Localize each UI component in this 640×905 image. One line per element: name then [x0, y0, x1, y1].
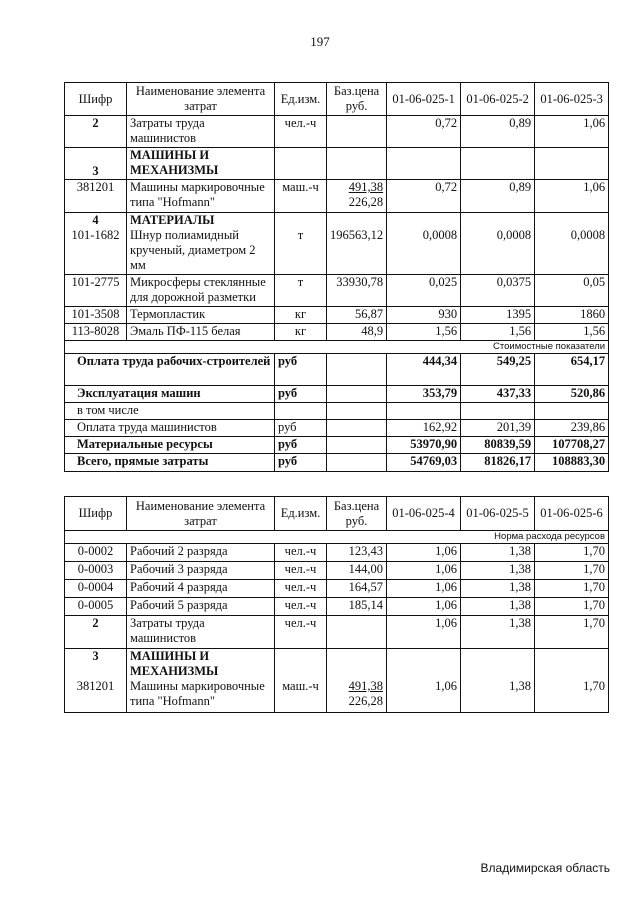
price-cell: 196563,12	[327, 213, 387, 275]
value-cell: 1,70	[535, 544, 609, 562]
value-cell: 1,06	[387, 544, 461, 562]
price-cell	[327, 116, 387, 148]
table-header-row	[65, 497, 609, 531]
unit-cell: т	[275, 213, 327, 275]
cost-name: Всего, прямые затраты	[65, 454, 275, 472]
price-cell	[327, 420, 387, 437]
code-cell: 0-0002	[65, 544, 127, 562]
value-cell: 0,89	[461, 116, 535, 148]
value-cell: 53970,90	[387, 437, 461, 454]
header-cell: Наименование элемента затрат	[127, 83, 275, 116]
code-cell: 101-3508	[65, 307, 127, 324]
value-cell	[387, 148, 461, 180]
value-cell: 0,05	[535, 275, 609, 307]
base-price: 491,38	[348, 679, 383, 693]
name-cell: Рабочий 2 разряда	[127, 544, 275, 562]
cost-row	[65, 403, 609, 420]
unit-cell: кг	[275, 307, 327, 324]
header-cell: 01-06-025-4	[387, 497, 461, 531]
price-cell: 123,43	[327, 544, 387, 562]
value-cell: 80839,59	[461, 437, 535, 454]
value-cell: 1,38	[461, 649, 535, 713]
unit-cell: чел.-ч	[275, 544, 327, 562]
value-cell	[461, 148, 535, 180]
name-cell: Эмаль ПФ-115 белая	[127, 324, 275, 341]
unit-cell	[275, 403, 327, 420]
cost-name: в том числе	[65, 403, 275, 420]
value-cell: 1,56	[535, 324, 609, 341]
value-cell: 1,70	[535, 580, 609, 598]
header-cell: Ед.изм.	[275, 83, 327, 116]
header-cell: 01-06-025-2	[461, 83, 535, 116]
price-cell: 56,87	[327, 307, 387, 324]
code-cell: 3 381201	[65, 649, 127, 713]
price-cell	[327, 454, 387, 472]
value-cell: 549,25	[461, 354, 535, 386]
header-cell: Баз.цена руб.	[327, 497, 387, 531]
name-cell: Рабочий 4 разряда	[127, 580, 275, 598]
value-cell: 0,0008	[461, 213, 535, 275]
value-cell: 1,38	[461, 580, 535, 598]
code-cell: 101-2775	[65, 275, 127, 307]
code-cell: 2	[65, 616, 127, 649]
name-cell: Термопластик	[127, 307, 275, 324]
price-cell	[327, 616, 387, 649]
cost-name: Оплата труда машинистов	[65, 420, 275, 437]
table-row	[65, 616, 609, 649]
name-cell: МАШИНЫ И МЕХАНИЗМЫ Машины маркировочные типа "Hofmann"	[127, 649, 275, 713]
code-cell: 0-0004	[65, 580, 127, 598]
value-cell	[535, 148, 609, 180]
value-cell: 0,0008	[387, 213, 461, 275]
table-row	[65, 180, 609, 213]
table-header-row	[65, 83, 609, 116]
table-row	[65, 598, 609, 616]
price-cell	[327, 354, 387, 386]
cost-row	[65, 437, 609, 454]
unit-cell: чел.-ч	[275, 580, 327, 598]
value-cell: 930	[387, 307, 461, 324]
code-cell: 3	[65, 148, 127, 180]
value-cell: 0,72	[387, 180, 461, 213]
value-cell: 0,89	[461, 180, 535, 213]
value-cell: 162,92	[387, 420, 461, 437]
value-cell: 239,86	[535, 420, 609, 437]
value-cell: 1,70	[535, 562, 609, 580]
value-cell: 1,06	[387, 616, 461, 649]
code-cell: 381201	[65, 180, 127, 213]
cost-name: Эксплуатация машин	[65, 386, 275, 403]
value-cell: 1,06	[535, 180, 609, 213]
price-cell: 48,9	[327, 324, 387, 341]
price-cell: 33930,78	[327, 275, 387, 307]
name-cell: Рабочий 3 разряда	[127, 562, 275, 580]
code-cell: 0-0003	[65, 562, 127, 580]
value-cell	[387, 403, 461, 420]
value-cell: 520,86	[535, 386, 609, 403]
value-cell	[461, 403, 535, 420]
header-cell: Шифр	[65, 83, 127, 116]
unit-cell: чел.-ч	[275, 598, 327, 616]
cost-row	[65, 454, 609, 472]
table-row	[65, 580, 609, 598]
table-row	[65, 562, 609, 580]
value-cell: 1,56	[461, 324, 535, 341]
table-row	[65, 307, 609, 324]
value-cell: 1,06	[387, 598, 461, 616]
price-cell: 144,00	[327, 562, 387, 580]
unit-cell: руб	[275, 437, 327, 454]
header-cell: 01-06-025-6	[535, 497, 609, 531]
code-cell: 113-8028	[65, 324, 127, 341]
price-cell	[327, 437, 387, 454]
value-cell: 1,06	[387, 580, 461, 598]
value-cell: 1,38	[461, 562, 535, 580]
price-cell	[327, 649, 387, 713]
price-cell	[327, 180, 387, 213]
unit-cell: руб	[275, 354, 327, 386]
price-cell	[327, 403, 387, 420]
header-cell: 01-06-025-1	[387, 83, 461, 116]
table-row	[65, 116, 609, 148]
cost-name: Материальные ресурсы	[65, 437, 275, 454]
header-cell: Шифр	[65, 497, 127, 531]
price-cell: 164,57	[327, 580, 387, 598]
name-cell: Затраты труда машинистов	[127, 116, 275, 148]
unit-cell: чел.-ч	[275, 116, 327, 148]
region-footer: Владимирская область	[480, 861, 610, 875]
machinist-price: 226,28	[348, 195, 384, 209]
unit-cell: кг	[275, 324, 327, 341]
code-cell: 0-0005	[65, 598, 127, 616]
section-note-row	[65, 531, 609, 544]
code-cell: 4 101-1682	[65, 213, 127, 275]
value-cell: 1395	[461, 307, 535, 324]
value-cell: 54769,03	[387, 454, 461, 472]
name-cell: Микросферы стеклянные для дорожной разметки	[127, 275, 275, 307]
name-cell: Машины маркировочные типа "Hofmann"	[127, 180, 275, 213]
unit-cell: чел.-ч	[275, 616, 327, 649]
section-title: МАШИНЫ И МЕХАНИЗМЫ	[127, 148, 275, 180]
value-cell: 1,70	[535, 649, 609, 713]
value-cell: 1,38	[461, 544, 535, 562]
header-cell: 01-06-025-5	[461, 497, 535, 531]
unit-cell	[275, 148, 327, 180]
section-note-row	[65, 341, 609, 354]
table-row	[65, 213, 609, 275]
value-cell: 1860	[535, 307, 609, 324]
header-cell: Ед.изм.	[275, 497, 327, 531]
header-cell: Наименование элемента затрат	[127, 497, 275, 531]
unit-cell: маш.-ч	[275, 180, 327, 213]
unit-cell: т	[275, 275, 327, 307]
cost-row	[65, 386, 609, 403]
value-cell: 108883,30	[535, 454, 609, 472]
base-price: 491,38	[348, 180, 384, 194]
table-row	[65, 275, 609, 307]
resource-table-2	[64, 496, 609, 713]
value-cell: 1,70	[535, 598, 609, 616]
code-cell: 2	[65, 116, 127, 148]
unit-cell: руб	[275, 386, 327, 403]
header-cell: 01-06-025-3	[535, 83, 609, 116]
value-cell: 353,79	[387, 386, 461, 403]
cost-row	[65, 354, 609, 386]
value-cell: 444,34	[387, 354, 461, 386]
header-cell: Баз.цена руб.	[327, 83, 387, 116]
machinist-price: 226,28	[348, 694, 383, 708]
name-cell: МАТЕРИАЛЫ Шнур полиамидный крученый, диаметром 2 мм	[127, 213, 275, 275]
value-cell: 1,70	[535, 616, 609, 649]
section-note: Стоимостные показатели	[65, 341, 609, 354]
value-cell: 81826,17	[461, 454, 535, 472]
price-cell	[327, 148, 387, 180]
section-note: Норма расхода ресурсов	[65, 531, 609, 544]
page-number: 197	[310, 34, 330, 49]
value-cell: 1,06	[387, 649, 461, 713]
value-cell: 1,38	[461, 616, 535, 649]
value-cell: 0,025	[387, 275, 461, 307]
cost-name: Оплата труда рабочих-строителей	[65, 354, 275, 386]
cost-row	[65, 420, 609, 437]
value-cell: 0,72	[387, 116, 461, 148]
table-row	[65, 324, 609, 341]
name-cell: Рабочий 5 разряда	[127, 598, 275, 616]
unit-cell: руб	[275, 420, 327, 437]
value-cell: 0,0375	[461, 275, 535, 307]
table-row	[65, 148, 609, 180]
value-cell: 107708,27	[535, 437, 609, 454]
name-cell: Затраты труда машинистов	[127, 616, 275, 649]
value-cell	[535, 403, 609, 420]
resource-table-1	[64, 82, 609, 472]
unit-cell: руб	[275, 454, 327, 472]
value-cell: 1,38	[461, 598, 535, 616]
value-cell: 1,56	[387, 324, 461, 341]
price-cell: 185,14	[327, 598, 387, 616]
table-row	[65, 649, 609, 713]
table-row	[65, 544, 609, 562]
value-cell: 1,06	[387, 562, 461, 580]
value-cell: 0,0008	[535, 213, 609, 275]
unit-cell: маш.-ч	[275, 649, 327, 713]
value-cell: 1,06	[535, 116, 609, 148]
unit-cell: чел.-ч	[275, 562, 327, 580]
price-cell	[327, 386, 387, 403]
value-cell: 654,17	[535, 354, 609, 386]
value-cell: 437,33	[461, 386, 535, 403]
value-cell: 201,39	[461, 420, 535, 437]
